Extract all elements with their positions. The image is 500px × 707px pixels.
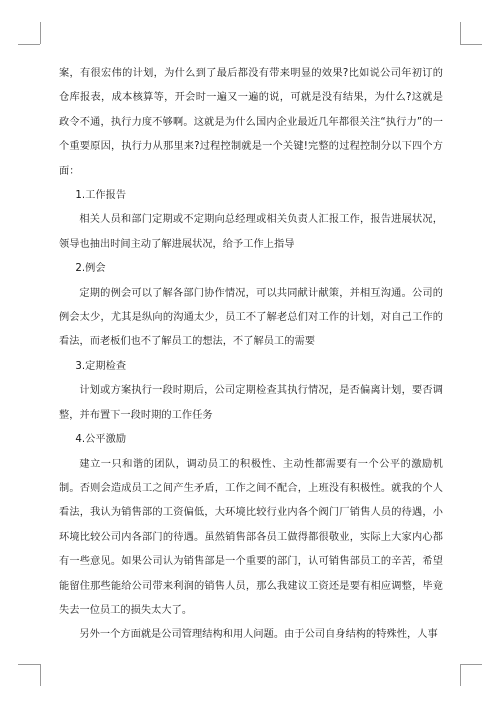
body-paragraph: 定期的例会可以了解各部门协作情况，可以共同献计献策，并相互沟通。公司的例会太少，尤其是纵向的沟通太少，员工不了解老总们对工作的计划，对自己工作的看法，而老板们也不了解员工的想法，不了解员工的需要 <box>59 287 443 348</box>
crop-mark-top-right <box>460 22 461 44</box>
section-heading: 1.工作报告 <box>75 190 127 202</box>
body-paragraph: 另外一个方面就是公司管理结构和用人问题。由于公司自身结构的特殊性，人事 <box>79 629 438 641</box>
body-paragraph: 案，有很宏伟的计划，为什么到了最后都没有带来明显的效果?比如说公司年初订的仓库报表，成本核算等，开会时一遍又一遍的说，可就是没有结果，为什么?这就是政令不通，执行力度不够啊。这就是为什么国内企业最近几年都很关注“执行力”的一个重要原因，执行力从那里来?过程控制就是一个关键!完整的过程控制分以下四个方面： <box>59 68 443 177</box>
crop-mark-top-left <box>40 22 41 44</box>
body-paragraph: 相关人员和部门定期或不定期向总经理或相关负责人汇报工作，报告进展状况，领导也抽出时间主动了解进展状况，给予工作上指导 <box>59 214 443 250</box>
crop-mark-top-left <box>18 44 40 45</box>
section-heading: 4.公平激励 <box>75 434 127 446</box>
crop-mark-top-right <box>460 44 482 45</box>
crop-mark-bottom-right <box>460 664 461 686</box>
section-heading: 2.例会 <box>75 263 106 275</box>
crop-mark-bottom-left <box>18 664 40 665</box>
crop-mark-bottom-left <box>40 664 41 686</box>
crop-mark-bottom-right <box>460 664 482 665</box>
body-paragraph: 建立一只和谐的团队，调动员工的积极性、主动性都需要有一个公平的激励机制。否则会造成员工之间产生矛盾，工作之间不配合，上班没有积极性。就我的个人看法，我认为销售部的工资偏低，大环境比较行业内各个阀门厂销售人员的待遇，小环境比较公司内各部门的待遇。虽然销售部各员工做得都很敬业，实际上大家内心都有一些意见。如果公司认为销售部是一个重要的部门，认可销售部员工的辛苦，希望能留住那些能给公司带来利润的销售人员，那么我建议工资还是要有相应调整，毕竟失去一位员工的损失太大了。 <box>59 458 443 616</box>
section-heading: 3.定期检查 <box>75 360 127 372</box>
body-paragraph: 计划或方案执行一段时期后，公司定期检查其执行情况，是否偏离计划，要否调整，并布置下一段时期的工作任务 <box>59 385 443 421</box>
document-body <box>59 62 443 648</box>
